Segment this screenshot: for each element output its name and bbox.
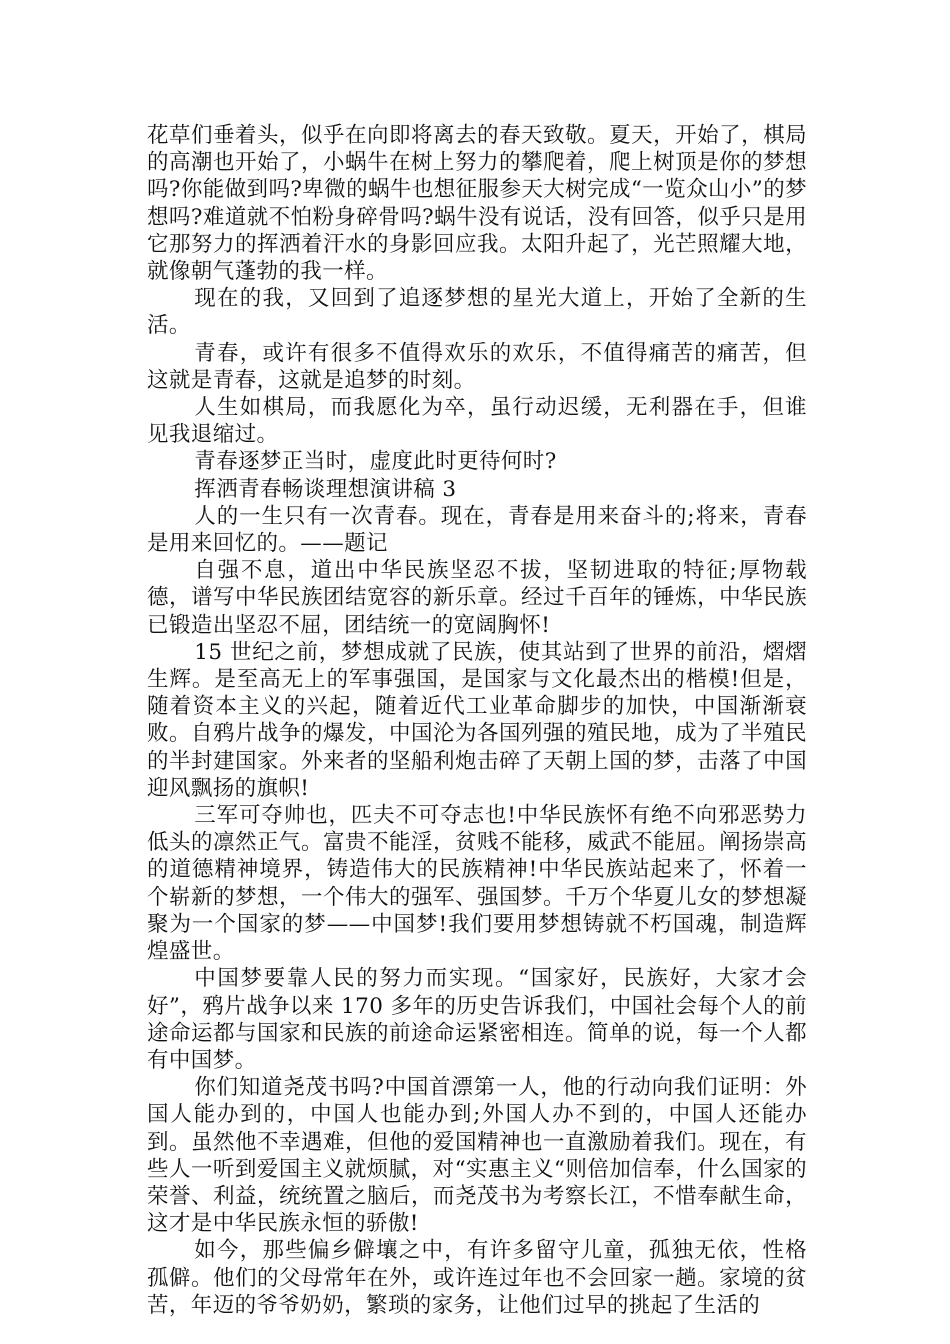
paragraph-1: 花草们垂着头，似乎在向即将离去的春天致敬。夏天，开始了，棋局的高潮也开始了，小蜗牛在树上努力的攀爬着，爬上树顶是你的梦想吗?你能做到吗?卑微的蜗牛也想征服参天大树完成“一览众山小”的梦想吗?难道就不怕粉身碎骨吗?蜗牛没有说话，没有回答，似乎只是用它那努力的挥洒着汗水的身影回应我。太阳升起了，光芒照耀大地，就像朝气蓬勃的我一样。 (147, 123, 807, 285)
paragraph-9: 15 世纪之前，梦想成就了民族，使其站到了世界的前沿，熠熠生辉。是至高无上的军事强国，是国家与文化最杰出的楷模!但是，随着资本主义的兴起，随着近代工业革命脚步的加快，中国渐渐衰败。自鸦片战争的爆发，中国沦为各国列强的殖民地，成为了半殖民的半封建国家。外来者的坚船利炮击碎了天朝上国的梦，击落了中国迎风飘扬的旗帜! (147, 639, 807, 801)
section-heading: 挥洒青春畅谈理想演讲稿 3 (194, 476, 457, 502)
paragraph-11: 中国梦要靠人民的努力而实现。“国家好，民族好，大家才会好”，鸦片战争以来 170 多年的历史告诉我们，中国社会每个人的前途命运都与国家和民族的前途命运紧密相连。简单的说，每一个人都有中国梦。 (147, 966, 807, 1073)
paragraph-13: 如今，那些偏乡僻壤之中，有许多留守儿童，孤独无依，性格孤僻。他们的父母常年在外，或许连过年也不会回家一趟。家境的贫苦，年迈的爷爷奶奶，繁琐的家务，让他们过早的挑起了生活的 (147, 1238, 807, 1318)
paragraph-12: 你们知道尧茂书吗?中国首漂第一人，他的行动向我们证明：外国人能办到的，中国人也能办到;外国人办不到的，中国人还能办到。虽然他不幸遇难，但他的爱国精神也一直激励着我们。现在，有些人一听到爱国主义就烦腻，对“实惠主义“则倍加信奉，什么国家的荣誉、利益，统统置之脑后，而尧茂书为考察长江，不惜奉献生命，这才是中华民族永恒的骄傲! (147, 1075, 807, 1237)
paragraph-10: 三军可夺帅也，匹夫不可夺志也!中华民族怀有绝不向邪恶势力低头的凛然正气。富贵不能淫，贫贱不能移，威武不能屈。阐扬崇高的道德精神境界，铸造伟大的民族精神!中华民族站起来了，怀着一个崭新的梦想，一个伟大的强军、强国梦。千万个华夏儿女的梦想凝聚为一个国家的梦——中国梦!我们要用梦想铸就不朽国魂，制造辉煌盛世。 (147, 803, 807, 965)
paragraph-8: 自强不息，道出中华民族坚忍不拔，坚韧进取的特征;厚物载德，谱写中华民族团结宽容的新乐章。经过千百年的锤炼，中华民族已锻造出坚忍不屈，团结统一的宽阔胸怀! (147, 558, 807, 638)
paragraph-7: 人的一生只有一次青春。现在，青春是用来奋斗的;将来，青春是用来回忆的。——题记 (147, 503, 807, 557)
paragraph-5: 青春逐梦正当时，虚度此时更待何时? (194, 449, 557, 475)
document-body (147, 122, 807, 1319)
paragraph-3: 青春，或许有很多不值得欢乐的欢乐，不值得痛苦的痛苦，但这就是青春，这就是追梦的时刻。 (147, 340, 807, 393)
paragraph-2: 现在的我，又回到了追逐梦想的星光大道上，开始了全新的生活。 (147, 286, 807, 339)
paragraph-4: 人生如棋局，而我愿化为卒，虽行动迟缓，无利器在手，但谁见我退缩过。 (147, 395, 807, 448)
